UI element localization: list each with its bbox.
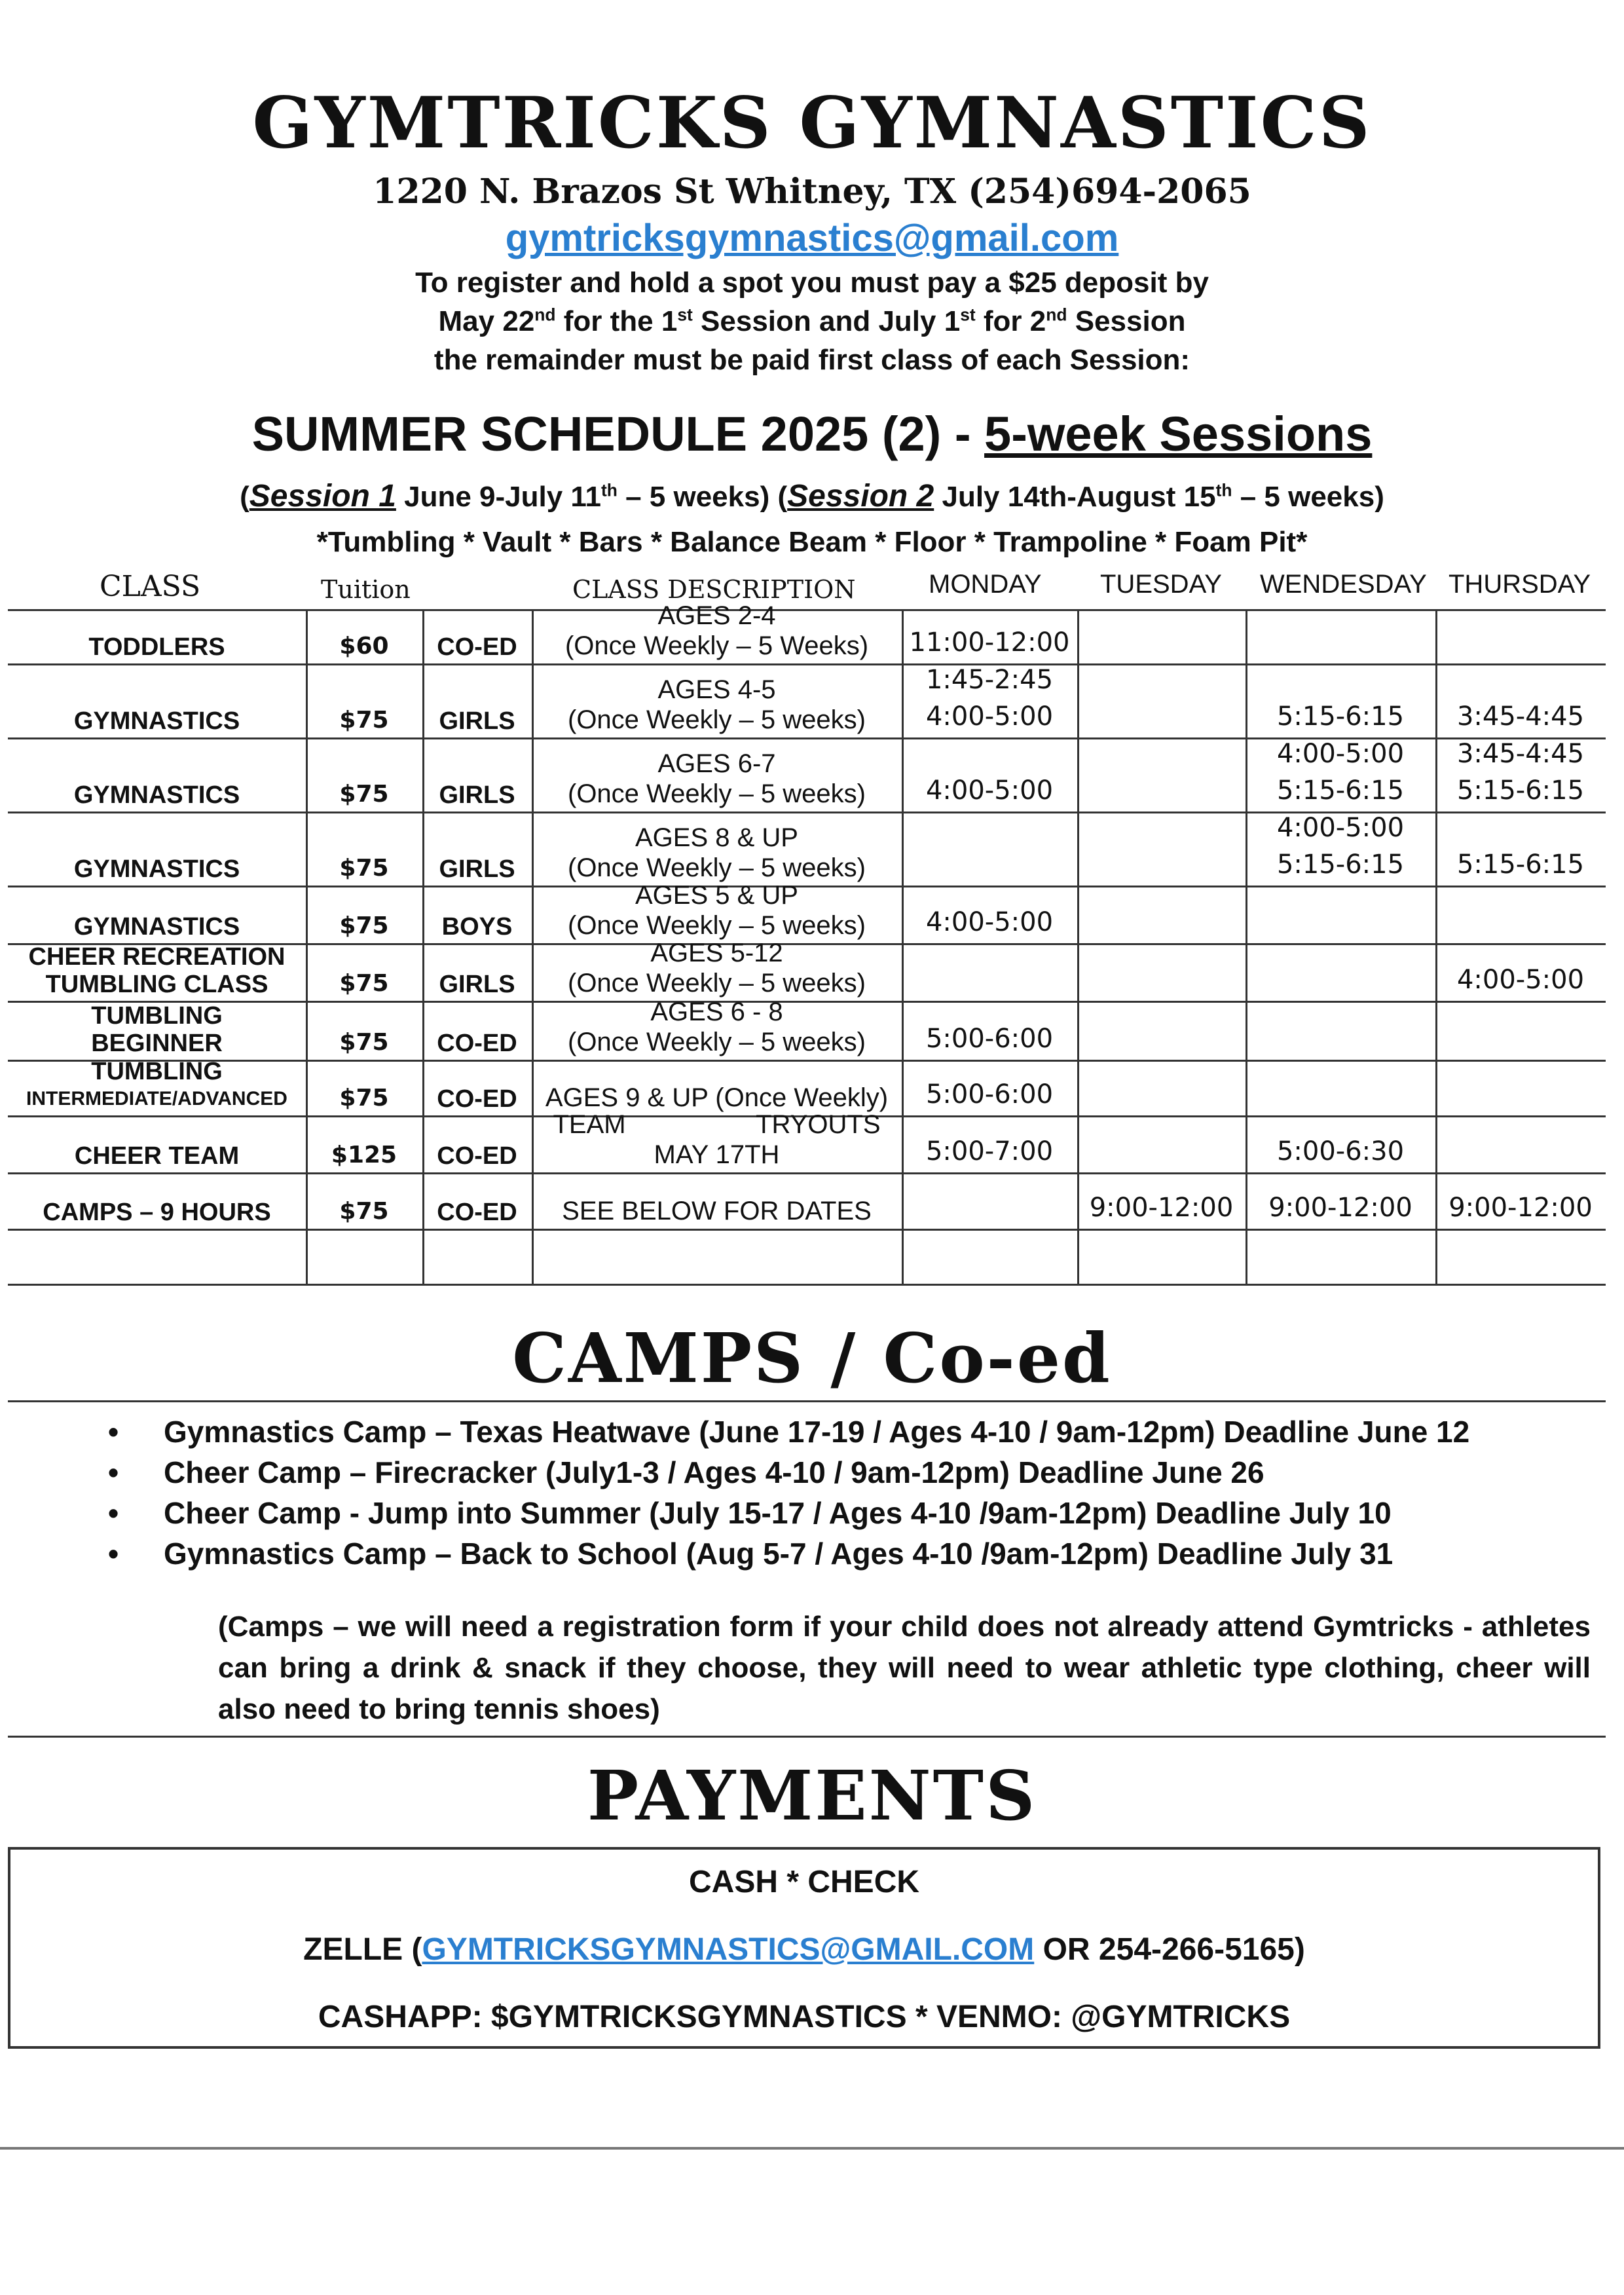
session-2-label: Session 2 (787, 479, 934, 513)
wed-time-cell (1246, 886, 1435, 943)
thu-time-cell (1435, 1060, 1606, 1115)
class-name-cell (8, 812, 306, 886)
mon-time-cell (902, 1001, 1077, 1060)
description-line: AGES 8 & UP (635, 823, 798, 852)
class-name-cell (8, 609, 306, 663)
time-slot: 5:00-6:00 (925, 1079, 1054, 1110)
thu-time-cell (1435, 812, 1606, 886)
description-line: (Once Weekly – 5 weeks) (568, 853, 866, 882)
time-slot: 1:45-2:45 (925, 665, 1054, 695)
tuition-value: $75 (339, 855, 389, 882)
tue-time-cell (1077, 1172, 1246, 1229)
description-cell (532, 881, 902, 943)
bullet-icon: • (108, 1537, 119, 1571)
table-rule (8, 1229, 1606, 1231)
registration-line-1: To register and hold a spot you must pay a $25 deposit by (415, 267, 1209, 299)
gender-cell (422, 737, 532, 812)
time-slot: 5:15-6:15 (1276, 701, 1405, 732)
mon-time-cell (902, 663, 1077, 737)
wed-time-cell (1246, 663, 1435, 737)
header-description: CLASS DESCRIPTION (572, 575, 856, 604)
table-rule (8, 1284, 1606, 1286)
description-cell (532, 1110, 902, 1172)
address: 1220 N. Brazos St Whitney, TX (254)694-2065 (373, 172, 1251, 212)
session-1-label: Session 1 (249, 479, 396, 513)
time-slot: 9:00-12:00 (1089, 1193, 1234, 1223)
tue-time-cell (1077, 737, 1246, 812)
time-slot: 9:00-12:00 (1268, 1193, 1412, 1223)
description-line: (Once Weekly – 5 weeks) (568, 705, 866, 734)
tue-time-cell (1077, 663, 1246, 737)
class-name-line: CHEER TEAM (74, 1142, 240, 1170)
tuition-value: $125 (331, 1142, 397, 1168)
gender-cell (422, 1115, 532, 1172)
class-name-cell (8, 886, 306, 943)
header-thursday: THURSDAY (1449, 570, 1591, 599)
class-name-line: GYMNASTICS (73, 855, 240, 883)
class-name-line: TUMBLING (91, 1058, 223, 1085)
tuition-value: $75 (339, 1198, 389, 1225)
description-cell (532, 812, 902, 886)
tuition-cell (306, 663, 422, 737)
cash-check-line: CASH * CHECK (688, 1865, 920, 1899)
gender-value: CO-ED (437, 633, 517, 661)
class-name-cell (8, 737, 306, 812)
description-line (553, 1110, 881, 1140)
description-line: AGES 5-12 (650, 939, 783, 967)
time-slot: 5:15-6:15 (1456, 775, 1585, 806)
tue-time-cell (1077, 1001, 1246, 1060)
time-slot: 5:15-6:15 (1276, 849, 1405, 880)
class-name-line: CAMPS – 9 HOURS (43, 1199, 271, 1226)
description-line: AGES 2-4 (657, 601, 776, 630)
time-slot: 4:00-5:00 (1276, 739, 1405, 769)
divider (0, 2147, 1624, 2150)
gender-cell (422, 1172, 532, 1229)
tuition-cell (306, 1172, 422, 1229)
wed-time-cell (1246, 1001, 1435, 1060)
gender-value: CO-ED (437, 1030, 517, 1057)
description-line: (Once Weekly – 5 weeks) (568, 779, 866, 808)
class-name-line: INTERMEDIATE/ADVANCED (26, 1088, 287, 1110)
wed-time-cell (1246, 943, 1435, 1001)
gender-cell (422, 812, 532, 886)
time-slot: 5:15-6:15 (1276, 775, 1405, 806)
mon-time-cell (902, 1060, 1077, 1115)
description-line: (Once Weekly – 5 Weeks) (564, 631, 869, 660)
tue-time-cell (1077, 943, 1246, 1001)
session-dates: (Session 1 June 9-July 11th – 5 weeks) (Session 2 July 14th-August 15th – 5 weeks) (240, 479, 1384, 513)
gender-value: GIRLS (439, 855, 515, 883)
description-cell (532, 663, 902, 737)
time-slot: 4:00-5:00 (1456, 965, 1585, 995)
time-slot: 5:00-6:30 (1276, 1136, 1405, 1166)
class-name-cell (8, 1115, 306, 1172)
description-line: (Once Weekly – 5 weeks) (568, 1028, 866, 1056)
tuition-value: $75 (339, 970, 389, 997)
thu-time-cell (1435, 1115, 1606, 1172)
tuition-value: $75 (339, 707, 389, 734)
tuition-value: $75 (339, 781, 389, 808)
time-slot: 4:00-5:00 (925, 775, 1054, 806)
zelle-line: ZELLE (GYMTRICKSGYMNASTICS@GMAIL.COM OR 254-266-5165) (303, 1932, 1305, 1967)
class-name-cell (8, 1172, 306, 1229)
tuition-cell (306, 609, 422, 663)
thu-time-cell (1435, 1172, 1606, 1229)
tuition-cell (306, 886, 422, 943)
tue-time-cell (1077, 812, 1246, 886)
thu-time-cell (1435, 943, 1606, 1001)
tuition-value: $75 (339, 912, 389, 939)
payment-apps-line: CASHAPP: $GYMTRICKSGYMNASTICS * VENMO: @GYMTRICKS (318, 2000, 1291, 2034)
description-line: SEE BELOW FOR DATES (562, 1197, 872, 1225)
payments-box (8, 1847, 1600, 2049)
wed-time-cell (1246, 609, 1435, 663)
gender-value: BOYS (441, 913, 513, 941)
gender-cell (422, 609, 532, 663)
activities-line: *Tumbling * Vault * Bars * Balance Beam * Floor * Trampoline * Foam Pit* (316, 526, 1308, 558)
registration-line-3: the remainder must be paid first class of each Session: (434, 344, 1190, 376)
class-name-cell (8, 663, 306, 737)
description-line: (Once Weekly – 5 weeks) (568, 969, 866, 998)
tue-time-cell (1077, 1115, 1246, 1172)
mon-time-cell (902, 609, 1077, 663)
time-slot: 4:00-5:00 (925, 907, 1054, 937)
bullet-icon: • (108, 1455, 119, 1489)
divider (8, 1400, 1606, 1402)
description-cell (532, 998, 902, 1060)
time-slot: 3:45-4:45 (1456, 701, 1585, 732)
mon-time-cell (902, 1115, 1077, 1172)
gender-cell (422, 886, 532, 943)
description-word: TRYOUTS (756, 1110, 881, 1139)
time-slot: 9:00-12:00 (1449, 1193, 1593, 1223)
camp-list (108, 1411, 1604, 1574)
wed-time-cell (1246, 812, 1435, 886)
list-item: • Gymnastics Camp – Texas Heatwave (June 17-19 / Ages 4-10 / 9am-12pm) Deadline June 12 (164, 1411, 1604, 1452)
divider (8, 1736, 1606, 1738)
thu-time-cell (1435, 1001, 1606, 1060)
description-line: AGES 9 & UP (Once Weekly) (545, 1083, 889, 1112)
list-item: • Gymnastics Camp – Back to School (Aug 5-7 / Ages 4-10 /9am-12pm) Deadline July 31 (164, 1533, 1604, 1574)
list-item: • Cheer Camp - Jump into Summer (July 15-17 / Ages 4-10 /9am-12pm) Deadline July 10 (164, 1493, 1604, 1533)
description-line: AGES 4-5 (657, 675, 776, 704)
description-cell (532, 601, 902, 663)
time-slot: 11:00-12:00 (909, 627, 1070, 658)
header-wednesday: WENDESDAY (1260, 570, 1427, 599)
mon-time-cell (902, 812, 1077, 886)
class-name-line: TUMBLING (91, 1002, 223, 1030)
mon-time-cell (902, 737, 1077, 812)
header-tuition: Tuition (321, 575, 411, 604)
class-name-line: TUMBLING CLASS (45, 971, 268, 998)
description-cell (532, 1060, 902, 1115)
gender-value: CO-ED (437, 1085, 517, 1113)
zelle-email-link[interactable]: GYMTRICKSGYMNASTICS@GMAIL.COM (422, 1932, 1035, 1967)
time-slot: 4:00-5:00 (1276, 813, 1405, 843)
class-name-line: TODDLERS (88, 633, 225, 661)
tuition-cell (306, 1060, 422, 1115)
description-line: (Once Weekly – 5 weeks) (568, 911, 866, 940)
class-name-line: CHEER RECREATION (28, 943, 286, 971)
description-line: AGES 6-7 (657, 749, 776, 778)
thu-time-cell (1435, 609, 1606, 663)
wed-time-cell (1246, 1172, 1435, 1229)
tuition-cell (306, 943, 422, 1001)
time-slot: 5:00-7:00 (925, 1136, 1054, 1166)
class-name-cell (8, 943, 306, 1001)
tuition-value: $75 (339, 1085, 389, 1111)
schedule-title: SUMMER SCHEDULE 2025 (2) - 5-week Sessions (251, 407, 1373, 461)
bullet-icon: • (108, 1496, 119, 1530)
registration-line-2: May 22nd for the 1st Session and July 1st for 2nd Session (438, 305, 1186, 337)
gender-value: CO-ED (437, 1142, 517, 1170)
gender-value: CO-ED (437, 1199, 517, 1226)
email-link[interactable]: gymtricksgymnastics@gmail.com (505, 217, 1119, 259)
tuition-cell (306, 737, 422, 812)
class-name-cell (8, 1060, 306, 1115)
time-slot: 3:45-4:45 (1456, 739, 1585, 769)
gender-cell (422, 943, 532, 1001)
page-title: GYMTRICKS GYMNASTICS (252, 82, 1372, 164)
mon-time-cell (902, 886, 1077, 943)
class-name-line: BEGINNER (91, 1030, 223, 1057)
description-line: MAY 17TH (654, 1140, 780, 1169)
description-line: AGES 5 & UP (635, 881, 798, 910)
header-monday: MONDAY (929, 570, 1042, 599)
gender-cell (422, 1001, 532, 1060)
mon-time-cell (902, 1172, 1077, 1229)
description-word: TEAM (553, 1110, 626, 1139)
camps-title: CAMPS / Co-ed (512, 1318, 1112, 1398)
thu-time-cell (1435, 663, 1606, 737)
tuition-cell (306, 1001, 422, 1060)
gender-value: GIRLS (439, 781, 515, 809)
description-line: AGES 6 - 8 (650, 998, 783, 1026)
time-slot: 4:00-5:00 (925, 701, 1054, 732)
thu-time-cell (1435, 886, 1606, 943)
gender-cell (422, 663, 532, 737)
bullet-icon: • (108, 1415, 119, 1449)
thu-time-cell (1435, 737, 1606, 812)
payments-title: PAYMENTS (587, 1755, 1037, 1836)
class-name-line: GYMNASTICS (73, 913, 240, 941)
description-cell (532, 737, 902, 812)
description-cell (532, 1172, 902, 1229)
list-item: • Cheer Camp – Firecracker (July1-3 / Ages 4-10 / 9am-12pm) Deadline June 26 (164, 1452, 1604, 1493)
header-class: CLASS (100, 570, 201, 603)
tuition-cell (306, 812, 422, 886)
gender-value: GIRLS (439, 707, 515, 735)
description-cell (532, 939, 902, 1001)
mon-time-cell (902, 943, 1077, 1001)
wed-time-cell (1246, 1115, 1435, 1172)
time-slot: 5:15-6:15 (1456, 849, 1585, 880)
class-name-line: GYMNASTICS (73, 781, 240, 809)
gender-value: GIRLS (439, 971, 515, 998)
tuition-value: $60 (339, 633, 389, 660)
schedule-table (8, 563, 1606, 1285)
header-tuesday: TUESDAY (1100, 570, 1222, 599)
gender-cell (422, 1060, 532, 1115)
tue-time-cell (1077, 1060, 1246, 1115)
tue-time-cell (1077, 609, 1246, 663)
tuition-value: $75 (339, 1029, 389, 1056)
class-name-cell (8, 1001, 306, 1060)
camp-note: (Camps – we will need a registration form if your child does not already attend Gymtricks - athletes can bring a drink & snack if they choose, they will need to wear athletic type clothing, cheer will also need to bring tennis shoes) (218, 1611, 1591, 1725)
class-name-line: GYMNASTICS (73, 707, 240, 735)
wed-time-cell (1246, 1060, 1435, 1115)
tuition-cell (306, 1115, 422, 1172)
wed-time-cell (1246, 737, 1435, 812)
time-slot: 5:00-6:00 (925, 1024, 1054, 1054)
tue-time-cell (1077, 886, 1246, 943)
